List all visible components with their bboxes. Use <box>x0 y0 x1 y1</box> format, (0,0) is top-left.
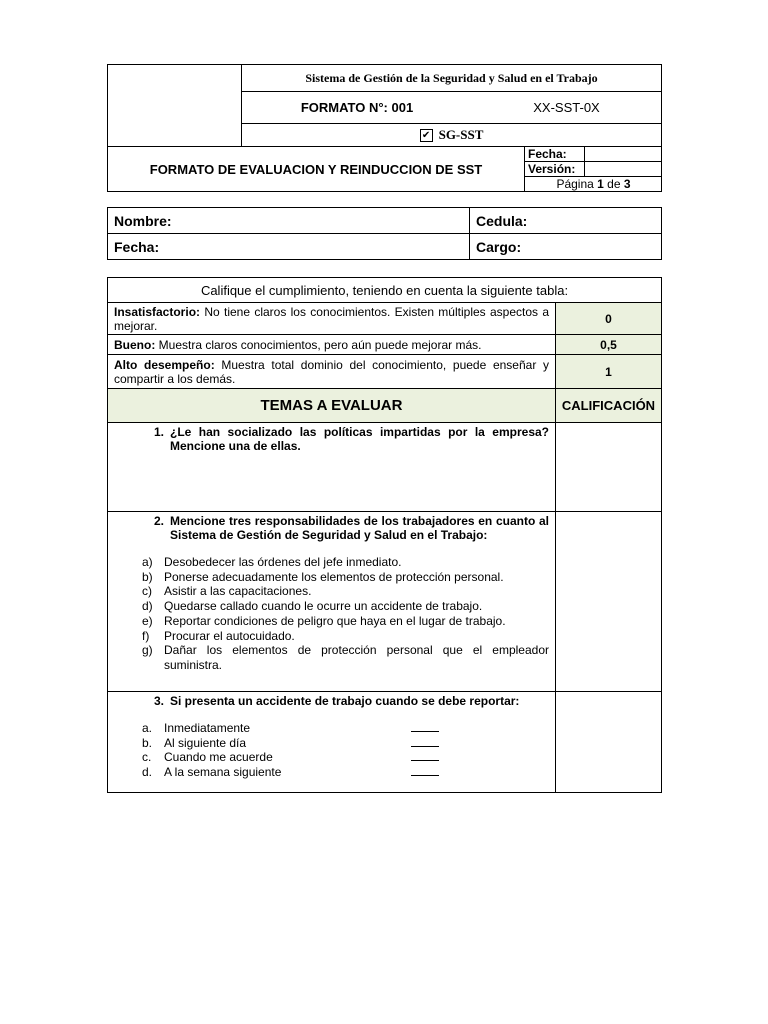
cedula-field[interactable]: Cedula: <box>470 208 662 234</box>
grading-intro: Califique el cumplimiento, teniendo en cuenta la siguiente tabla: <box>108 278 662 303</box>
evaluation-table <box>107 277 662 793</box>
question-2-score[interactable] <box>556 512 662 692</box>
criterion-alto-desempeno: Alto desempeño: Muestra total dominio del conocimiento, puede enseñar y compartir a los demás. <box>108 355 556 389</box>
document-header <box>107 64 662 192</box>
cargo-field[interactable]: Cargo: <box>470 234 662 260</box>
formato-number: FORMATO N°: 001 <box>300 100 414 115</box>
criterion-bueno: Bueno: Muestra claros conocimientos, pero aún puede mejorar más. <box>108 335 556 355</box>
answer-blank[interactable] <box>411 736 439 747</box>
question-3-options <box>114 721 549 780</box>
list-item: b. Al siguiente día <box>142 736 549 751</box>
question-2-text: Mencione tres responsabilidades de los trabajadores en cuanto al Sistema de Gestión de Seguridad y Salud en el Trabajo: <box>170 514 549 542</box>
question-1: 1. ¿Le han socializado las políticas impartidas por la empresa? Mencione una de ellas. <box>108 423 556 512</box>
meta-table <box>525 147 662 191</box>
list-item: b) Ponerse adecuadamente los elementos de protección personal. <box>142 569 504 584</box>
logo-area <box>108 65 242 147</box>
score-bueno: 0,5 <box>556 335 662 355</box>
sg-sst-row <box>242 124 662 147</box>
formato-row <box>242 92 662 124</box>
list-item: c) Asistir a las capacitaciones. <box>142 584 312 599</box>
page-indicator: Página 1 de 3 <box>556 177 631 191</box>
list-item: e) Reportar condiciones de peligro que haya en el lugar de trabajo. <box>142 613 506 628</box>
list-item: a) Desobedecer las órdenes del jefe inmediato. <box>142 555 402 569</box>
question-2-options <box>114 555 549 673</box>
question-1-text: ¿Le han socializado las políticas impartidas por la empresa? Mencione una de ellas. <box>170 425 549 453</box>
topics-header: TEMAS A EVALUAR <box>108 389 556 423</box>
answer-blank[interactable] <box>411 765 439 776</box>
score-insatisfactorio: 0 <box>556 303 662 335</box>
version-meta-value <box>584 162 662 177</box>
employee-info <box>107 207 662 260</box>
question-1-score[interactable] <box>556 423 662 512</box>
answer-blank[interactable] <box>411 750 439 761</box>
answer-blank[interactable] <box>411 721 439 732</box>
system-title: Sistema de Gestión de la Seguridad y Salud en el Trabajo <box>242 65 662 92</box>
sg-sst-label: SG-SST <box>438 127 484 142</box>
question-2: 2. Mencione tres responsabilidades de los trabajadores en cuanto al Sistema de Gestión de Seguridad y Salud en el Trabajo: a) Desobedecer las órdenes del jefe inmediato. b) Ponerse adecuadamente los elementos de protección personal. c) Asistir a las capacitaciones. d) Quedarse callado cuando le ocurre un accidente de trabajo. e) Reportar condiciones de peligro que haya en el lugar de trabajo. f) Procurar el autocuidado. g) Dañar los elementos de protección personal que el empleador suministra. <box>108 512 556 692</box>
list-item: d) Quedarse callado cuando le ocurre un accidente de trabajo. <box>142 599 483 614</box>
list-item: a. Inmediatamente <box>142 721 549 736</box>
document-code: XX-SST-0X <box>533 100 600 115</box>
score-alto-desempeno: 1 <box>556 355 662 389</box>
question-3: 3. Si presenta un accidente de trabajo cuando se debe reportar: a. Inmediatamente b. Al siguiente día c. Cuando me acuerde d. A la semana siguiente <box>108 692 556 793</box>
fecha-meta-label: Fecha: <box>525 147 584 162</box>
list-item: c. Cuando me acuerde <box>142 750 549 765</box>
question-3-score[interactable] <box>556 692 662 793</box>
question-3-text: Si presenta un accidente de trabajo cuando se debe reportar: <box>170 694 520 708</box>
list-item: f) Procurar el autocuidado. <box>142 628 295 643</box>
fecha-field[interactable]: Fecha: <box>108 234 470 260</box>
version-meta-label: Versión: <box>525 162 584 177</box>
fecha-meta-value <box>584 147 662 162</box>
list-item: d. A la semana siguiente <box>142 765 549 780</box>
form-title: FORMATO DE EVALUACION Y REINDUCCION DE SST <box>108 147 525 192</box>
meta-cell <box>525 147 662 192</box>
list-item: g) Dañar los elementos de protección personal que el empleador suministra. <box>142 643 549 672</box>
check-icon: ✔ <box>420 129 433 142</box>
criterion-insatisfactorio: Insatisfactorio: No tiene claros los conocimientos. Existen múltiples aspectos a mejorar. <box>108 303 556 335</box>
nombre-field[interactable]: Nombre: <box>108 208 470 234</box>
score-header: CALIFICACIÓN <box>556 389 662 423</box>
